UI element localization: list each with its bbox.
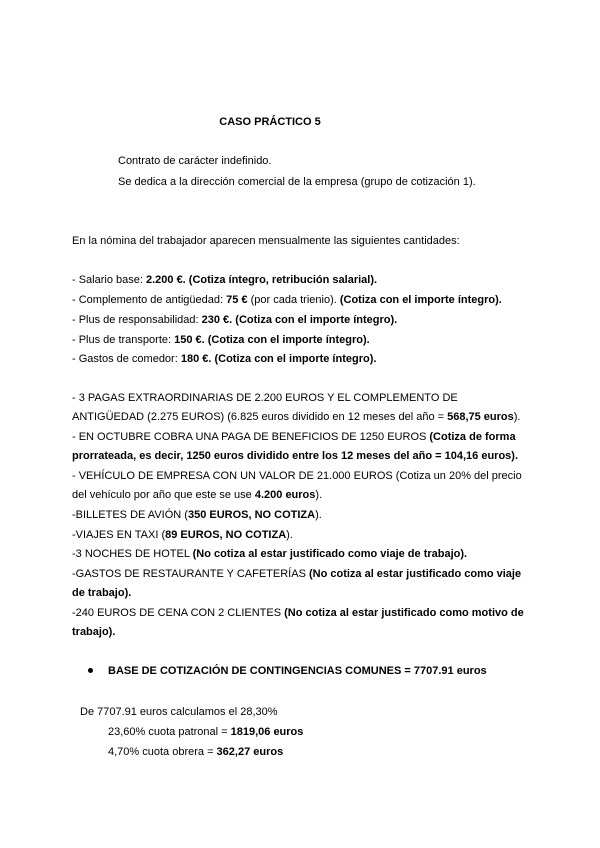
extra-end: ). — [315, 509, 322, 521]
extra-taxi — [72, 526, 532, 545]
item-amount: 150 €. — [174, 334, 205, 346]
extra-text: -VIAJES EN TAXI ( — [72, 529, 166, 541]
extra-cena — [72, 604, 532, 642]
item-salario-base — [72, 273, 377, 287]
extra-bold: 89 EUROS, NO COTIZA — [165, 529, 287, 541]
extra-end: ). — [513, 411, 521, 423]
extra-text: -240 EUROS DE CENA CON 2 CLIENTES — [72, 607, 285, 619]
cuota-value: 1819,06 euros — [230, 726, 304, 738]
item-label: - Gastos de comedor: — [72, 353, 181, 365]
item-extra: (por cada trienio). — [247, 294, 340, 306]
item-note: (Cotiza con el importe íntegro). — [232, 314, 398, 326]
extra-octubre — [72, 428, 532, 466]
extra-text: -BILLETES DE AVIÓN ( — [72, 509, 188, 521]
intro-contract-line: Contrato de carácter indefinido. — [118, 155, 272, 167]
extra-restaurante — [72, 565, 532, 603]
item-comedor — [72, 352, 376, 366]
extra-vehiculo — [72, 467, 532, 505]
bullet-icon — [88, 668, 93, 673]
nomina-intro: En la nómina del trabajador aparecen mensualmente las siguientes cantidades: — [72, 235, 460, 247]
extra-text: -GASTOS DE RESTAURANTE Y CAFETERÍAS — [72, 568, 309, 580]
item-note: (Cotiza con el importe íntegro). — [339, 294, 502, 306]
extra-bold: 4.200 euros — [254, 489, 316, 501]
item-amount: 2.200 €. — [145, 274, 186, 286]
extra-bold: (No cotiza al estar justificado como viaje de trabajo). — [192, 548, 468, 560]
item-note: (Cotiza con el importe íntegro). — [211, 353, 377, 365]
item-note: (Cotiza íntegro, retribución salarial). — [185, 274, 378, 286]
item-amount: 75 € — [226, 294, 248, 306]
item-label: - Salario base: — [72, 274, 146, 286]
base-cotizacion: BASE DE COTIZACIÓN DE CONTINGENCIAS COMUNES = 7707.91 euros — [108, 665, 487, 677]
extra-billetes — [72, 506, 532, 525]
item-transporte — [72, 333, 370, 347]
cuota-obrera — [108, 745, 283, 759]
cuota-value: 362,27 euros — [216, 746, 284, 758]
extra-text: - 3 PAGAS EXTRAORDINARIAS DE 2.200 EUROS Y EL COMPLEMENTO DE ANTIGÜEDAD (2.275 EUROS) (6.825 euros dividido en 12 meses del año = — [72, 392, 458, 423]
item-amount: 180 €. — [180, 353, 212, 365]
extra-result: 568,75 euros — [447, 411, 514, 423]
intro-role-line: Se dedica a la dirección comercial de la empresa (grupo de cotización 1). — [118, 176, 476, 188]
extra-bold: 350 EUROS, NO COTIZA — [187, 509, 316, 521]
item-label: - Plus de responsabilidad: — [72, 314, 202, 326]
extra-end: ). — [315, 489, 323, 501]
cuota-label: 4,70% cuota obrera = — [108, 746, 217, 758]
extra-end: ). — [286, 529, 293, 541]
item-antiguedad — [72, 293, 502, 307]
item-label: - Complemento de antigüedad: — [72, 294, 227, 306]
extra-bold: (Cotiza de forma prorrateada, es decir, 1250 euros dividido entre los 12 meses del año = 104,16 euros). — [72, 431, 519, 462]
page-title: CASO PRÁCTICO 5 — [219, 116, 321, 128]
extra-hotel — [72, 545, 532, 564]
cuota-label: 23,60% cuota patronal = — [108, 726, 231, 738]
extra-text: - VEHÍCULO DE EMPRESA CON UN VALOR DE 21.000 EUROS (Cotiza un 20% del precio del vehículo por año que este se use — [72, 470, 522, 501]
item-label: - Plus de transporte: — [72, 334, 175, 346]
item-note: (Cotiza con el importe íntegro). — [204, 334, 370, 346]
extra-bold: (No cotiza al estar justificado como motivo de trabajo). — [72, 607, 524, 638]
item-amount: 230 €. — [201, 314, 233, 326]
cuota-patronal — [108, 725, 303, 739]
extra-text: - EN OCTUBRE COBRA UNA PAGA DE BENEFICIOS DE 1250 EUROS — [72, 431, 430, 443]
item-responsabilidad — [72, 313, 397, 327]
extra-bold: (No cotiza al estar justificado como viaje de trabajo). — [72, 568, 522, 599]
extra-pagas — [72, 389, 532, 427]
calculo-intro: De 7707.91 euros calculamos el 28,30% — [80, 706, 278, 718]
extra-text: -3 NOCHES DE HOTEL — [72, 548, 193, 560]
